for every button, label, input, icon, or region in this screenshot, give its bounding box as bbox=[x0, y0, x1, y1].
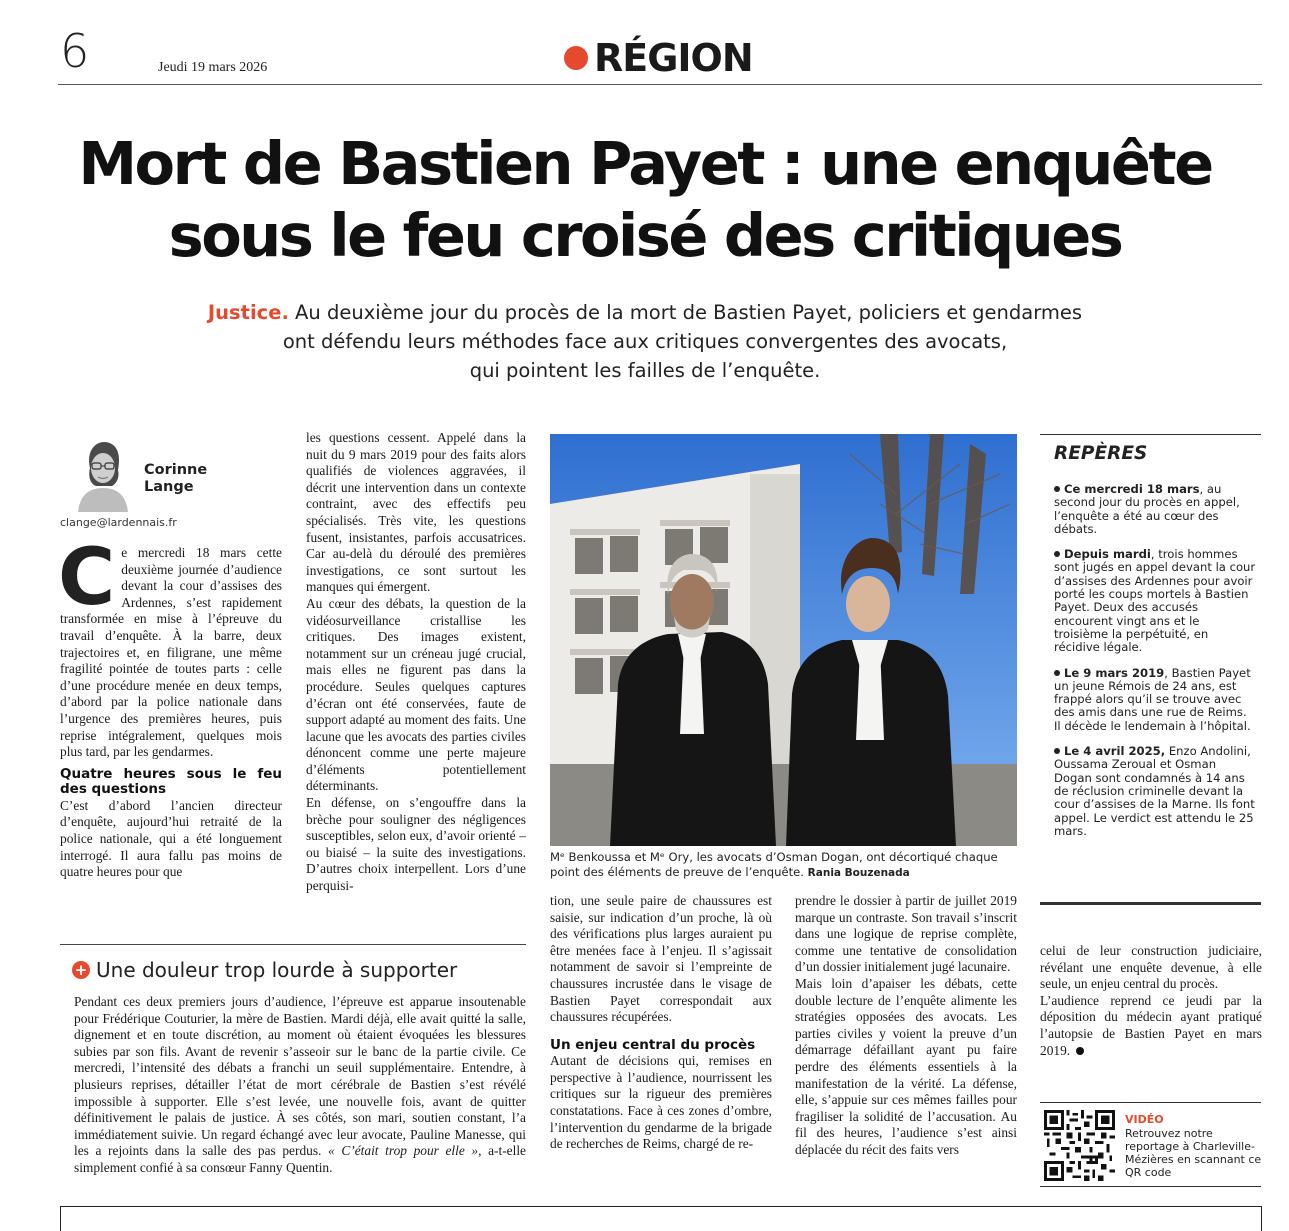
paragraph-6: tion, une seule paire de chaussures est saisie, sur indication d’un proche, là où des vérifications plus larges auraient pu être menées face à l’enjeu. Il s’agissait notamment de savoir si l’empreinte de chaussures incrustée dans le visage de Bastien Payet correspondait aux chaussures récupérées. bbox=[550, 893, 772, 1025]
box-rule bbox=[60, 944, 526, 945]
kicker: Justice. bbox=[207, 301, 289, 324]
section-dot-icon bbox=[564, 46, 588, 70]
author-portrait bbox=[72, 438, 134, 512]
video-rule-bottom bbox=[1040, 1186, 1261, 1187]
standfirst-text-1: Au deuxième jour du procès de la mort de Bastien Payet, policiers et gendarmes bbox=[288, 301, 1083, 324]
box-text-a: Pendant ces deux premiers jours d’audience, l’épreuve est apparue insoutenable pour Frédérique Couturier, la mère de Bastien. Mardi déjà, elle avait quitté la salle, dignement et en toute discrétion, au moment où étaient évoquées les blessures subies par son fils. Avant de revenir s’asseoir sur le banc de la partie civile. Ce mercredi, l’intensité des débats a franchi un seuil supplémentaire. Entendre, à plusieurs reprises, détailler l’état de mort cérébrale de Bastien s’est révélé impossible à supporter. Elle s’est levée, une nouvelle fois, avant de quitter définitivement le palais de justice. À ses côtés, son mari, soutien constant, l’a immédiatement suivie. Un regard échangé avec leur avocate, Pauline Manesse, qui les a rejoints dans la salle des pas perdus. bbox=[74, 994, 526, 1159]
reperes-rule-bottom bbox=[1040, 902, 1261, 905]
reperes-item-key: Ce mercredi 18 mars bbox=[1064, 482, 1200, 496]
reperes-rule-top bbox=[1040, 434, 1261, 435]
author-first-name: Corinne bbox=[144, 462, 208, 478]
subheading-1: Quatre heures sous le feu des questions bbox=[60, 765, 282, 798]
bullet-icon bbox=[1054, 486, 1060, 492]
article-column-3 bbox=[550, 893, 772, 1153]
standfirst-line-3: qui pointent les failles de l’enquête. bbox=[469, 359, 821, 382]
box-text-b: , a-t-elle simplement confié à sa consœur Fanny Quentin. bbox=[74, 1143, 526, 1175]
author-last-name: Lange bbox=[144, 479, 194, 495]
article-column-1 bbox=[58, 533, 282, 881]
qr-code-icon[interactable] bbox=[1044, 1110, 1115, 1181]
reperes-item bbox=[1054, 667, 1256, 733]
video-rule bbox=[1040, 1102, 1261, 1103]
paragraph-11-text: L’audience reprend ce jeudi par la déposition du médecin ayant pratiqué l’autopsie de Bastien Payet en mars 2019. bbox=[1040, 992, 1262, 1058]
subheading-2: Un enjeu central du procès bbox=[550, 1036, 756, 1053]
page-number: 6 bbox=[60, 24, 90, 78]
article-column-5 bbox=[1040, 943, 1262, 1059]
plus-icon: + bbox=[72, 961, 90, 979]
article-column-2 bbox=[306, 430, 526, 895]
headline-line-1: Mort de Bastien Payet : une enquête bbox=[78, 129, 1212, 198]
box-quote: « C’était trop pour elle » bbox=[328, 1143, 479, 1159]
paragraph-2: C’est d’abord l’ancien directeur d’enquête, aujourd’hui retraité de la police nationale, qui a été longuement interrogé. Il aura fallu pas moins de quatre heures pour que bbox=[60, 797, 282, 880]
photo-credit: Rania Bouzenada bbox=[807, 866, 910, 879]
bullet-icon bbox=[1054, 748, 1060, 754]
dropcap: C bbox=[58, 533, 116, 623]
section-label: RÉGION bbox=[594, 36, 753, 80]
box-title: Une douleur trop lourde à supporter bbox=[96, 958, 458, 982]
author-name bbox=[144, 462, 207, 496]
paragraph-8: prendre le dossier à partir de juillet 2019 marque un contraste. Son travail s’inscrit dans une logique de reprise complète, comme une tentative de consolidation d’un dossier initialement jugé lacunaire. bbox=[795, 893, 1017, 975]
end-of-article-icon bbox=[1076, 1047, 1084, 1055]
standfirst-line-1 bbox=[200, 298, 1090, 327]
page-date: Jeudi 19 mars 2026 bbox=[158, 60, 268, 75]
bullet-icon bbox=[1054, 670, 1060, 676]
author-email[interactable]: clange@lardennais.fr bbox=[60, 516, 177, 529]
paragraph-5: En défense, on s’engouffre dans la brèche pour souligner des négligences susceptibles, selon eux, d’avoir orienté – ou biaisé – la suite des investigations. D’autres choix interpellent. Lors d’une perquisi- bbox=[306, 795, 526, 894]
standfirst bbox=[200, 298, 1090, 385]
reperes-item bbox=[1054, 548, 1256, 654]
box-text bbox=[74, 994, 526, 1177]
paragraph-11 bbox=[1040, 993, 1262, 1059]
reperes-item-text: Enzo Andolini, Oussama Zeroual et Osman Dogan sont condamnés à 14 ans de réclusion criminelle devant la cour d’assises de la Marne. Ils font appel. Le verdict est attendu le 25 mars. bbox=[1054, 744, 1255, 838]
paragraph-9: Mais loin d’apaiser les débats, cette double lecture de l’enquête alimente les stratégies opposées des avocats. Les parties civiles y voient la preuve d’un démarrage défaillant ayant pu faire perdre des éléments essentiels à la manifestation de la vérité. La défense, elle, s’appuie sur ces mêmes failles pour fragiliser la solidité de l’accusation. Au fil des heures, l’audience s’est ainsi déplacée du récit des faits vers bbox=[795, 975, 1017, 1157]
photo-caption-text: Mᵉ Benkoussa et Mᵉ Ory, les avocats d’Osman Dogan, ont décortiqué chaque point des éléments de preuve de l’enquête. bbox=[550, 850, 998, 879]
video-label: VIDÉO bbox=[1125, 1113, 1164, 1126]
article-photo bbox=[550, 434, 1017, 846]
photo-caption bbox=[550, 850, 1020, 880]
reperes-item-key: Depuis mardi bbox=[1064, 547, 1151, 562]
headline-line-2: sous le feu croisé des critiques bbox=[168, 201, 1122, 270]
paragraph-7: Autant de décisions qui, remises en perspective à l’audience, nourrissent les critiques sur la rigueur des premières constatations. Face à ces zones d’ombre, l’intervention du gendarme de la brigade de recherches de Reims, chargé de re- bbox=[550, 1053, 772, 1152]
reperes-item-text: , Bastien Payet un jeune Rémois de 24 ans, est frappé alors qu’il se trouve avec des amis dans une rue de Reims. Il décède le lendemain à l’hôpital. bbox=[1054, 665, 1251, 733]
reperes-list bbox=[1054, 483, 1256, 850]
reperes-item-key: Le 9 mars 2019 bbox=[1064, 665, 1165, 680]
reperes-item bbox=[1054, 745, 1256, 838]
reperes-item bbox=[1054, 483, 1256, 536]
header-rule bbox=[58, 84, 1262, 85]
article-column-4 bbox=[795, 893, 1017, 1159]
video-text: Retrouvez notre reportage à Charleville-Mézières en scannant ce QR code bbox=[1125, 1127, 1262, 1179]
standfirst-line-2: ont défendu leurs méthodes face aux critiques convergentes des avocats, bbox=[282, 330, 1008, 353]
paragraph-10: celui de leur construction judiciaire, révélant une enquête devenue, à elle seule, un enjeu central du procès. bbox=[1040, 943, 1262, 992]
bullet-icon bbox=[1054, 551, 1060, 557]
reperes-item-text: , au second jour du procès en appel, l’enquête a été au cœur des débats. bbox=[1054, 482, 1240, 536]
reperes-title: REPÈRES bbox=[1054, 443, 1148, 464]
headline bbox=[40, 128, 1250, 272]
paragraph-1: e mercredi 18 mars cette deuxième journée d’audience devant la cour d’assises des Ardennes, s’est rapidement transformée en mise à l’épreuve du travail d’enquête. À la barre, deux trajectoires et, en filigrane, une même fragilité pointée de toutes parts : celle d’une procédure menée en deux temps, d’abord par la police nationale dans l’urgence des premières heures, puis reprise intégralement, quelques mois plus tard, par les gendarmes. bbox=[60, 545, 282, 760]
paragraph-3: les questions cessent. Appelé dans la nuit du 9 mars 2019 pour des faits alors qualifiés de violences aggravées, il décrit une intervention dans un contexte contraint, avec des effectifs peu spécialisés. Très vite, les questions fusent, insistantes, parfois accusatrices. Car au-delà du déroulé des premières investigations, ce sont surtout les manques qui émergent. bbox=[306, 430, 526, 595]
reperes-item-text: , trois hommes sont jugés en appel devant la cour d’assises des Ardennes pour avoir porté les coups mortels à Bastien Payet. Deux des accusés encourent vingt ans et le troisième la perpétuité, en récidive légale. bbox=[1054, 547, 1256, 655]
paragraph-4: Au cœur des débats, la question de la vidéosurveillance cristallise les critiques. Des images existent, notamment sur un créneau jugé crucial, mais elles ne figurent pas dans la procédure. Seules quelques captures d’écran ont été conservées, faute de support adapté au moment des faits. Une lacune que les avocats des parties civiles dénoncent comme une perte majeure d’éléments potentiellement déterminants. bbox=[306, 595, 526, 794]
reperes-item-key: Le 4 avril 2025, bbox=[1064, 744, 1166, 759]
next-article-frame bbox=[60, 1206, 1262, 1231]
